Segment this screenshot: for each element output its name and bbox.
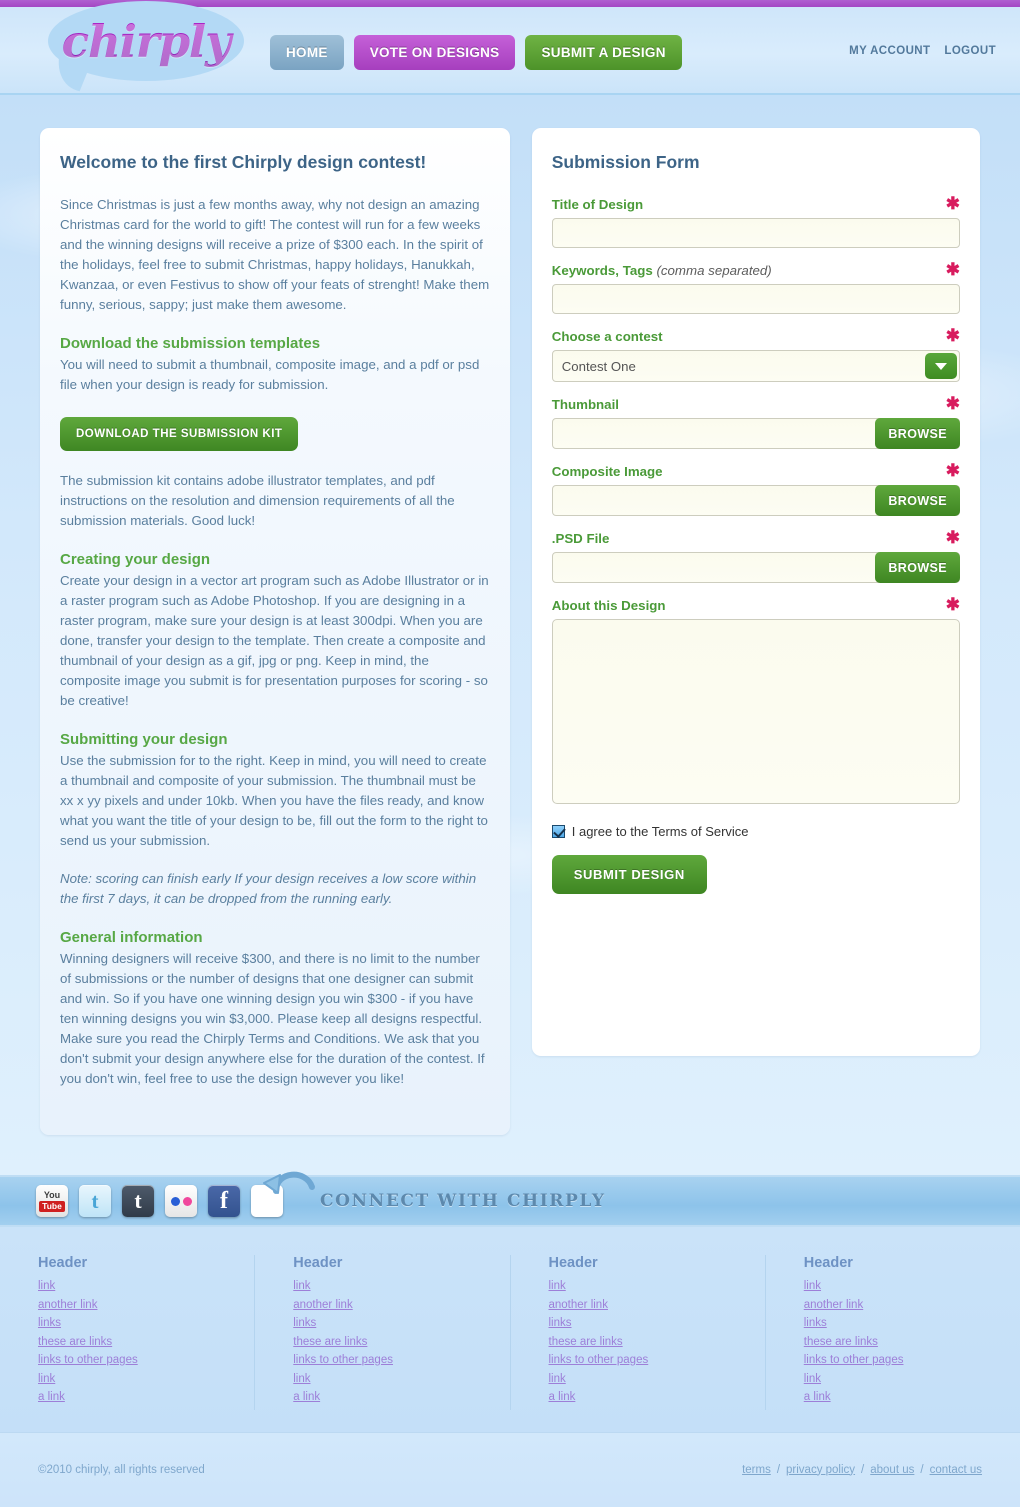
footer-link[interactable]: another link xyxy=(548,1298,608,1311)
content-columns xyxy=(40,128,980,1135)
download-submission-kit-button[interactable]: DOWNLOAD THE SUBMISSION KIT xyxy=(60,417,298,451)
terms-link[interactable]: terms xyxy=(742,1463,771,1476)
field-about-design xyxy=(551,595,960,809)
section-heading-submitting: Submitting your design xyxy=(60,731,228,748)
footer-link[interactable]: links xyxy=(293,1317,317,1329)
privacy-policy-link[interactable]: privacy policy xyxy=(786,1463,856,1476)
section-body-submitting: Use the submission for to the right. Keep in mind, you will need to create a thumbnail and composite of your submission. The thumbnail must be xx x yy pixels and under 10kb. When you have the files ready, and know what you want the title of your design to be, fill out the form to the right to send us your submission. xyxy=(60,753,488,848)
curved-arrow-icon xyxy=(262,1161,318,1201)
logout-link[interactable]: LOGOUT xyxy=(944,45,996,57)
footer-link[interactable]: link xyxy=(38,1372,56,1385)
tumblr-glyph: t xyxy=(134,1188,142,1213)
thumbnail-browse-button[interactable]: BROWSE xyxy=(875,418,960,449)
chevron-down-icon[interactable] xyxy=(925,353,957,379)
contest-select-wrapper xyxy=(552,350,960,382)
footer-column xyxy=(510,1255,765,1410)
copyright-bar xyxy=(0,1432,1020,1507)
section-body-creating: Create your design in a vector art program such as Adobe Illustrator or in a raster program such as Adobe Photoshop. If you are designing in a raster program, make sure your design is at least 300dpi. When you are done, transfer your design to the template. Then create a composite and thumbnail of your design as a gif, jpg or png. Keep in mind, the composite image you submit is for presentation purposes for scoring - so be creative! xyxy=(60,573,489,708)
label-thumbnail: Thumbnail xyxy=(551,397,619,412)
logo-text: chirply xyxy=(48,1,244,81)
account-links xyxy=(849,45,996,57)
connect-with-chirply-heading: CONNECT WITH CHIRPLY xyxy=(320,1191,606,1211)
site-header xyxy=(0,7,1020,95)
keywords-input[interactable] xyxy=(552,284,960,314)
facebook-glyph: f xyxy=(220,1188,228,1214)
terms-label: I agree to the Terms of Service xyxy=(571,824,749,839)
field-title-of-design xyxy=(551,194,960,248)
footer-link-columns xyxy=(0,1227,1020,1432)
footer-link[interactable]: links xyxy=(548,1317,572,1329)
form-title: Submission Form xyxy=(551,152,700,172)
section-heading-download: Download the submission templates xyxy=(60,335,321,352)
title-of-design-input[interactable] xyxy=(552,218,960,248)
section-heading-creating: Creating your design xyxy=(60,551,211,568)
social-connect-bar xyxy=(0,1175,1020,1227)
youtube-icon-bottom: Tube xyxy=(39,1201,65,1212)
footer-column-header: Header xyxy=(803,1255,853,1271)
psd-file-row xyxy=(552,552,960,583)
label-choose-contest: Choose a contest xyxy=(551,329,663,344)
link-separator: / xyxy=(920,1463,924,1476)
about-design-textarea[interactable] xyxy=(552,619,960,804)
section-body-general: Winning designers will receive $300, and there is no limit to the number of submissions or the number of designs that one designer can submit and win. So if you have one winning design you win $300 - if you have ten winning designs you win $3,000. Please keep all designs respectful. Make sure you read the Chirply Terms and Conditions. We ask that you don't submit your design anywhere else for the duration of the contest. If you don't win, feel free to use the design however you like! xyxy=(60,951,485,1086)
twitter-glyph: t xyxy=(91,1188,99,1213)
link-separator: / xyxy=(776,1463,781,1476)
footer-link[interactable]: links to other pages xyxy=(293,1354,393,1366)
psd-browse-button[interactable]: BROWSE xyxy=(875,552,960,583)
label-composite-image: Composite Image xyxy=(551,464,663,479)
required-asterisk-icon: ✱ xyxy=(945,595,960,614)
flickr-dot-blue xyxy=(171,1197,180,1206)
tumblr-icon[interactable] xyxy=(122,1185,154,1217)
field-psd-file xyxy=(551,528,960,583)
terms-checkbox[interactable] xyxy=(552,825,565,838)
section-body-download: You will need to submit a thumbnail, composite image, and a pdf or psd file when your design is ready for submission. xyxy=(60,357,480,392)
footer-column xyxy=(765,1255,1020,1410)
field-thumbnail xyxy=(551,394,960,449)
footer-column xyxy=(0,1255,254,1410)
submission-form-panel xyxy=(532,128,980,1056)
footer-column xyxy=(254,1255,509,1410)
footer-link[interactable]: link xyxy=(293,1280,311,1292)
youtube-icon-top: You xyxy=(43,1189,61,1200)
logo[interactable] xyxy=(48,1,248,93)
intro-paragraph: Since Christmas is just a few months away, why not design an amazing Christmas card for the world to gift! The contest will run for a few weeks and the winning designs will receive a prize of $300 each. In the spirit of the holidays, feel free to submit Christmas, happy holidays, Hanukkah, Kwanzaa, or even Festivus to show off your feats of strenght! Make them funny, serious, sappy; just make them awesome. xyxy=(60,197,490,312)
footer-link[interactable]: another link xyxy=(293,1298,353,1311)
required-asterisk-icon: ✱ xyxy=(945,528,960,547)
footer-link[interactable]: link xyxy=(803,1280,822,1292)
required-asterisk-icon: ✱ xyxy=(945,194,960,213)
twitter-icon[interactable] xyxy=(79,1185,111,1217)
facebook-icon[interactable] xyxy=(208,1185,240,1217)
footer-link[interactable]: a link xyxy=(38,1391,65,1403)
terms-of-service-row xyxy=(552,824,960,839)
thumbnail-file-row xyxy=(552,418,960,449)
footer-link[interactable]: these are links xyxy=(38,1335,113,1348)
flickr-dot-pink xyxy=(183,1197,192,1206)
youtube-icon[interactable] xyxy=(36,1185,68,1217)
label-title-of-design: Title of Design xyxy=(551,197,644,212)
footer-link[interactable]: links xyxy=(38,1317,62,1329)
info-panel xyxy=(40,128,510,1135)
footer-link[interactable]: link xyxy=(548,1372,566,1385)
footer-link[interactable]: these are links xyxy=(548,1335,623,1348)
label-keywords-text: Keywords, Tags xyxy=(551,263,653,278)
footer-link[interactable]: a link xyxy=(293,1391,321,1403)
section-heading-general: General information xyxy=(60,929,203,946)
footer-link[interactable]: links to other pages xyxy=(38,1354,138,1366)
label-keywords xyxy=(552,263,772,278)
footer-link[interactable]: links xyxy=(803,1317,827,1329)
nav-home-button[interactable]: HOME xyxy=(270,35,344,70)
scoring-note: Note: scoring can finish early If your design receives a low score within the first 7 days, it can be dropped from the running early. xyxy=(60,871,477,906)
composite-file-row xyxy=(552,485,960,516)
label-keywords-note: (comma separated) xyxy=(656,263,772,278)
page-title: Welcome to the first Chirply design contest! xyxy=(60,152,427,172)
page-background xyxy=(0,95,1020,1175)
required-asterisk-icon: ✱ xyxy=(945,461,960,480)
footer-link[interactable]: link xyxy=(548,1280,566,1292)
footer-link[interactable]: a link xyxy=(548,1391,576,1403)
footer-link[interactable]: link xyxy=(293,1372,311,1385)
footer-link[interactable]: these are links xyxy=(293,1335,368,1348)
my-account-link[interactable]: MY ACCOUNT xyxy=(849,45,931,57)
required-asterisk-icon: ✱ xyxy=(945,326,960,345)
footer-column-header: Header xyxy=(293,1255,343,1271)
link-separator: / xyxy=(861,1463,865,1476)
field-choose-contest xyxy=(551,326,960,382)
footer-link[interactable]: another link xyxy=(38,1298,98,1311)
legal-links xyxy=(742,1464,982,1476)
contact-us-link[interactable]: contact us xyxy=(929,1463,982,1476)
footer-link[interactable]: links to other pages xyxy=(803,1354,904,1366)
footer-link[interactable]: another link xyxy=(803,1298,864,1311)
footer-column-header: Header xyxy=(548,1255,598,1271)
kit-description: The submission kit contains adobe illustrator templates, and pdf instructions on the resolution and dimension requirements of all the submission materials. Good luck! xyxy=(60,473,455,528)
footer-link[interactable]: link xyxy=(803,1372,822,1385)
contest-select[interactable]: Contest One xyxy=(552,350,960,382)
footer-link[interactable]: a link xyxy=(803,1391,831,1403)
footer-link[interactable]: link xyxy=(38,1280,56,1292)
field-keywords xyxy=(551,260,960,314)
nav-submit-button[interactable]: SUBMIT A DESIGN xyxy=(525,35,681,70)
field-composite-image xyxy=(551,461,960,516)
flickr-icon[interactable] xyxy=(165,1185,197,1217)
composite-browse-button[interactable]: BROWSE xyxy=(875,485,960,516)
about-us-link[interactable]: about us xyxy=(870,1463,915,1476)
main-navigation xyxy=(270,35,682,70)
footer-link[interactable]: links to other pages xyxy=(548,1354,649,1366)
required-asterisk-icon: ✱ xyxy=(945,394,960,413)
footer-column-header: Header xyxy=(38,1255,88,1271)
nav-vote-button[interactable]: VOTE ON DESIGNS xyxy=(354,35,516,70)
required-asterisk-icon: ✱ xyxy=(945,260,960,279)
label-psd-file: .PSD File xyxy=(551,531,610,546)
footer-link[interactable]: these are links xyxy=(803,1335,878,1348)
copyright-text: ©2010 chirply, all rights reserved xyxy=(38,1463,205,1476)
submit-design-button[interactable]: SUBMIT DESIGN xyxy=(552,855,707,894)
label-about-design: About this Design xyxy=(551,598,666,613)
